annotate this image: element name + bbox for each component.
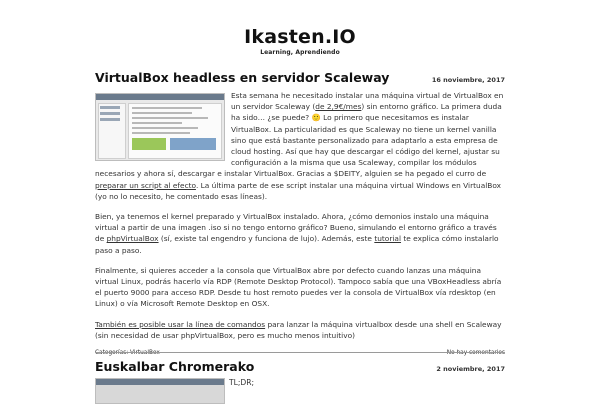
post-paragraph-3: Finalmente, si quieres acceder a la consola que VirtualBox abre por defecto cuando lanzas una máquina virtual Linux, podrás hacerlo vía RDP (Remote Desktop Protocol). Tampoco sabía que una VBoxHeadless abría el puerto 9000 para acceso RDP. Desde tu host remoto puedes ver la consola de VirtualBox vía rdesktop (en Linux) o vía Microsoft Remote Desktop en OSX. — [95, 265, 502, 309]
post-header — [95, 70, 505, 85]
tutorial-link[interactable]: tutorial — [374, 234, 402, 244]
site-title[interactable]: Ikasten.IO — [244, 26, 356, 48]
post-image-thumbnail[interactable] — [95, 378, 225, 404]
scaleway-price-link[interactable]: de 2,9€/mes — [315, 102, 362, 112]
command-line-link[interactable]: También es posible usar la línea de comandos — [95, 319, 266, 329]
category-link[interactable]: VirtualBox — [130, 350, 160, 357]
post-date: 16 noviembre, 2017 — [431, 76, 505, 84]
post-paragraph-4: También es posible usar la línea de comandos para lanzar la máquina virtualbox desde una shell en Scaleway (sin necesidad de usar phpVirtualBox, pero es mucho menos intuitivo) — [95, 319, 502, 340]
post-paragraph-1: Esta semana he necesitado instalar una máquina virtual de VirtualBox en un servidor Scaleway (de 2,9€/mes) sin entorno gráfico. La primera duda ha sido… ¿se puede? 🙂 Lo primero que necesitamos es instalar VirtualBox. La particularidad es que Scaleway no tiene un kernel vanilla sino que está bastante personalizado para adaptarlo a esta empresa de cloud hosting. Así que hay que descargar el código del kernel, ajustar su configuración a la misma que usa Scaleway, compilar los módulos necesarios y ahora sí, descargar e instalar VirtualBox. Gracias a $DEITY, alguien se ha pegado el curro de preparar un script al efecto. La última parte de ese script instalar una máquina virtual Windows en VirtualBox (yo no lo necesito, he comentado esas líneas). — [95, 91, 504, 201]
post-paragraph-2: Bien, ya tenemos el kernel preparado y VirtualBox instalado. Ahora, ¿cómo demonios instalo una máquina virtual a partir de una imagen .iso si no tengo entorno gráfico? Bueno, simulando el entorno gráfico a través de phpVirtualBox (sí, existe tal engendro y funciona de lujo). Además, este tutorial te explica cómo instalarlo paso a paso. — [95, 212, 499, 255]
site-header — [0, 0, 600, 56]
post-categories: Categorías: VirtualBox — [95, 350, 160, 357]
comments-link[interactable]: No hay comentarios — [446, 350, 505, 357]
post-euskalbar — [95, 359, 505, 387]
script-link[interactable]: preparar un script al efecto — [95, 180, 196, 190]
post-date: 2 noviembre, 2017 — [436, 365, 505, 373]
post-header — [95, 359, 505, 374]
post-virtualbox — [95, 70, 505, 356]
post-excerpt: TL;DR; — [229, 378, 255, 387]
smiley-icon: 🙂 — [311, 113, 321, 123]
post-footer — [95, 350, 505, 356]
site-tagline: Learning, Aprendiendo — [260, 49, 340, 56]
post-content — [95, 90, 505, 341]
post-separator — [95, 352, 505, 353]
post-title[interactable]: VirtualBox headless en servidor Scaleway — [95, 70, 390, 85]
phpvirtualbox-link[interactable]: phpVirtualBox — [106, 234, 159, 244]
post-screenshot-thumbnail[interactable] — [95, 93, 225, 161]
post-title[interactable]: Euskalbar Chromerako — [95, 359, 255, 374]
